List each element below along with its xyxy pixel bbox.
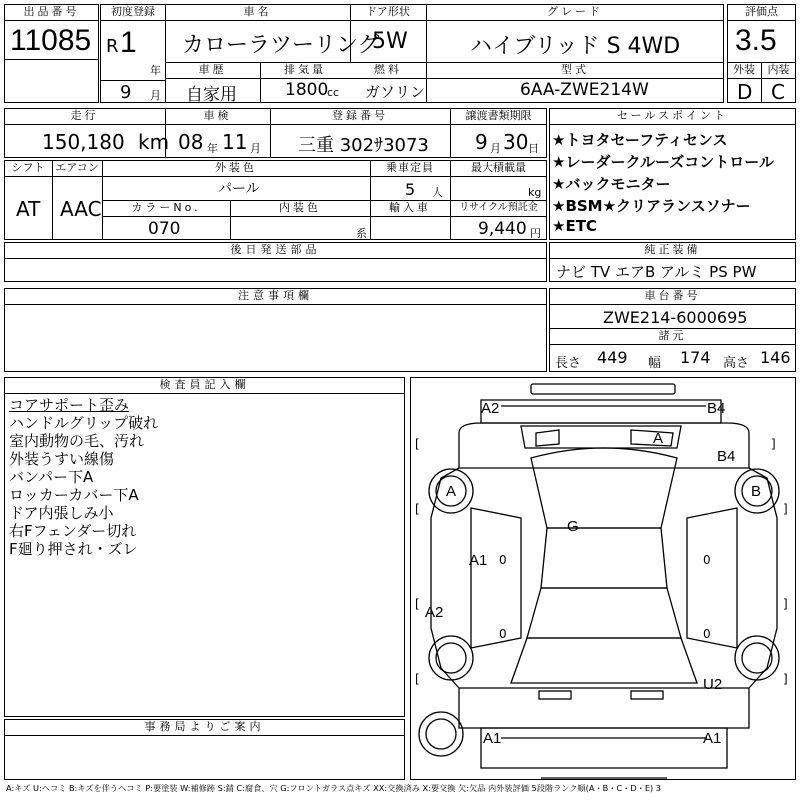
wid-label: 幅 [648,356,662,371]
intcolor-label: 内装色 [279,201,321,214]
inspect-label: 車検 [203,109,232,122]
doc-day-unit: 日 [528,142,539,155]
height: 146 [760,348,791,367]
grade: ハイブリッド S 4WD [470,34,681,59]
damage-mark: A2 [425,604,444,621]
sales-point: ★レーダークルーズコントロール [552,153,774,171]
office-label: 事務局よりご案内 [144,720,265,733]
damage-mark: A1 [703,730,722,747]
sales-point: ★ETC [552,217,597,235]
doc-label: 譲渡書類期限 [465,109,532,122]
first-reg-label: 初度登録 [111,5,155,18]
damage-mark: B4 [717,448,736,465]
inspector-note: 室内動物の毛、汚れ [9,432,145,450]
mileage-unit: km [138,130,170,154]
inspector-note: バンパー下A [9,468,94,486]
svg-text:[: [ [415,672,420,686]
svg-text:]: ] [783,597,788,611]
lot-blank-box [4,59,99,103]
era: R [106,36,119,57]
later-parts-label: 後日発送部品 [230,243,321,256]
reg-month: 9 [120,82,132,103]
recycle-label: リサイクル預託金 [459,202,538,213]
svg-text:]: ] [783,502,788,516]
chassis: ZWE214-6000695 [603,308,748,327]
score: 3.5 [735,24,777,57]
doc-month-unit: 月 [490,142,501,155]
history-label: 車歴 [198,63,227,76]
damage-mark: G [567,518,579,535]
cap-unit: 人 [432,186,443,199]
score-label: 評価点 [745,5,778,18]
lot-no: 11085 [10,24,92,57]
hgt-label: 高さ [723,356,750,371]
inspector-note: ロッカーカバー下A [9,486,139,504]
ac-label: エアコン [55,161,99,174]
inspector-note: コアサポート歪み [9,396,130,414]
inspector-label: 検査員記入欄 [159,378,250,391]
mileage-label: 走行 [70,109,99,122]
lot-no-label: 出品番号 [23,5,80,18]
width: 174 [680,348,711,367]
legend: A:キズ U:ヘコミ B:キズを伴うヘコミ P:要塗装 W:補修跡 S:錆 C:腐食、穴 G:フロントガラス点キズ XX:交換済み X:要交換 欠:欠品 内外装評価 5段階ランク順(A・B・C・D・E) 3 [6,783,662,793]
svg-text:[: [ [415,597,420,611]
history: 自家用 [186,85,237,105]
int-label: 内装 [767,63,790,76]
sales-point: ★BSM★クリアランスソナー [552,197,751,215]
inspector-note: F廻り押され・ズレ [9,540,138,558]
insp-month-unit: 月 [250,142,261,155]
sales-point: ★バックモニター [552,175,671,193]
chassis-label: 車台番号 [644,289,701,302]
capacity: 5 [405,180,416,199]
inspector-note: ハンドルグリップ破れ [9,414,159,432]
damage-mark: A [446,483,457,500]
car-damage-diagram [410,377,796,780]
damage-mark: A [653,430,664,447]
svg-text:]: ] [783,672,788,686]
fuel: ガソリン [365,83,426,101]
damage-mark: A1 [483,730,502,747]
shift: AT [16,197,41,221]
color: パール [218,181,260,197]
mileage: 150,180 [42,130,125,154]
length: 449 [597,348,628,367]
model: カローラツーリング [182,33,380,58]
damage-mark: A1 [469,552,488,569]
doc-month: 9 [475,130,488,154]
insp-year-unit: 年 [207,142,218,155]
inspector-note: 右Fフェンダー切れ [9,522,137,540]
damage-mark: B4 [707,400,726,417]
month-unit: 月 [150,89,161,102]
sales-point: ★トヨタセーフティセンス [552,131,728,149]
len-label: 長さ [555,356,582,371]
plate-label: 登録番号 [332,109,388,122]
year-unit: 年 [150,64,161,77]
svg-text:[: [ [415,437,420,451]
inspector-note: 外装うすい線傷 [9,450,115,468]
equip-label: 純正装備 [644,243,701,256]
equip: ナビ TV エアB アルミ PS PW [556,263,757,281]
ac: AAC [60,197,102,221]
svg-text:]: ] [771,437,776,451]
cap-label: 乗車定員 [386,161,434,174]
recycle-unit: 円 [530,227,541,240]
inspector-note: ドア内張しみ小 [9,504,114,522]
damage-mark: B [751,483,762,500]
reg-year: 1 [120,26,137,59]
disp-label: 排気量 [284,63,326,76]
type: 6AA-ZWE214W [520,80,649,100]
door-label: ドア形状 [366,5,410,18]
sales-label: セールスポイント [616,109,728,122]
dims-label: 諸元 [658,329,687,342]
plate: 三重 302ｻ3073 [298,135,429,156]
ext-label: 外装 [733,63,755,76]
grade-label: グレード [547,5,603,18]
model-label: 車名 [243,5,272,18]
doc-day: 30 [503,130,529,154]
svg-text:[: [ [415,502,420,516]
disp-unit: cc [327,86,340,99]
svg-text:0: 0 [499,553,507,567]
colorno-label: カラーNo. [131,201,201,214]
door: 5W [372,29,408,54]
disp: 1800 [285,80,329,100]
intcolor-unit: 系 [356,227,367,240]
import-label: 輸入車 [389,201,431,214]
insp-month: 11 [222,130,248,154]
svg-text:0: 0 [499,627,507,641]
recycle: 9,440 [478,219,527,239]
int-grade: C [771,80,785,104]
color-label: 外装色 [215,161,257,174]
fuel-label: 燃料 [374,63,402,76]
svg-text:0: 0 [703,627,711,641]
damage-mark: A2 [481,400,500,417]
ext-grade: D [737,80,753,104]
damage-mark: U2 [703,676,723,693]
type-label: 型式 [561,63,589,76]
insp-year: 08 [178,130,204,154]
load-unit: kg [528,186,542,199]
shift-label: シフト [11,161,45,174]
svg-text:0: 0 [703,553,711,567]
caution-label: 注意事項欄 [238,289,313,302]
car-outline [411,378,797,781]
colorno: 070 [148,219,181,239]
load-label: 最大積載量 [471,161,526,174]
